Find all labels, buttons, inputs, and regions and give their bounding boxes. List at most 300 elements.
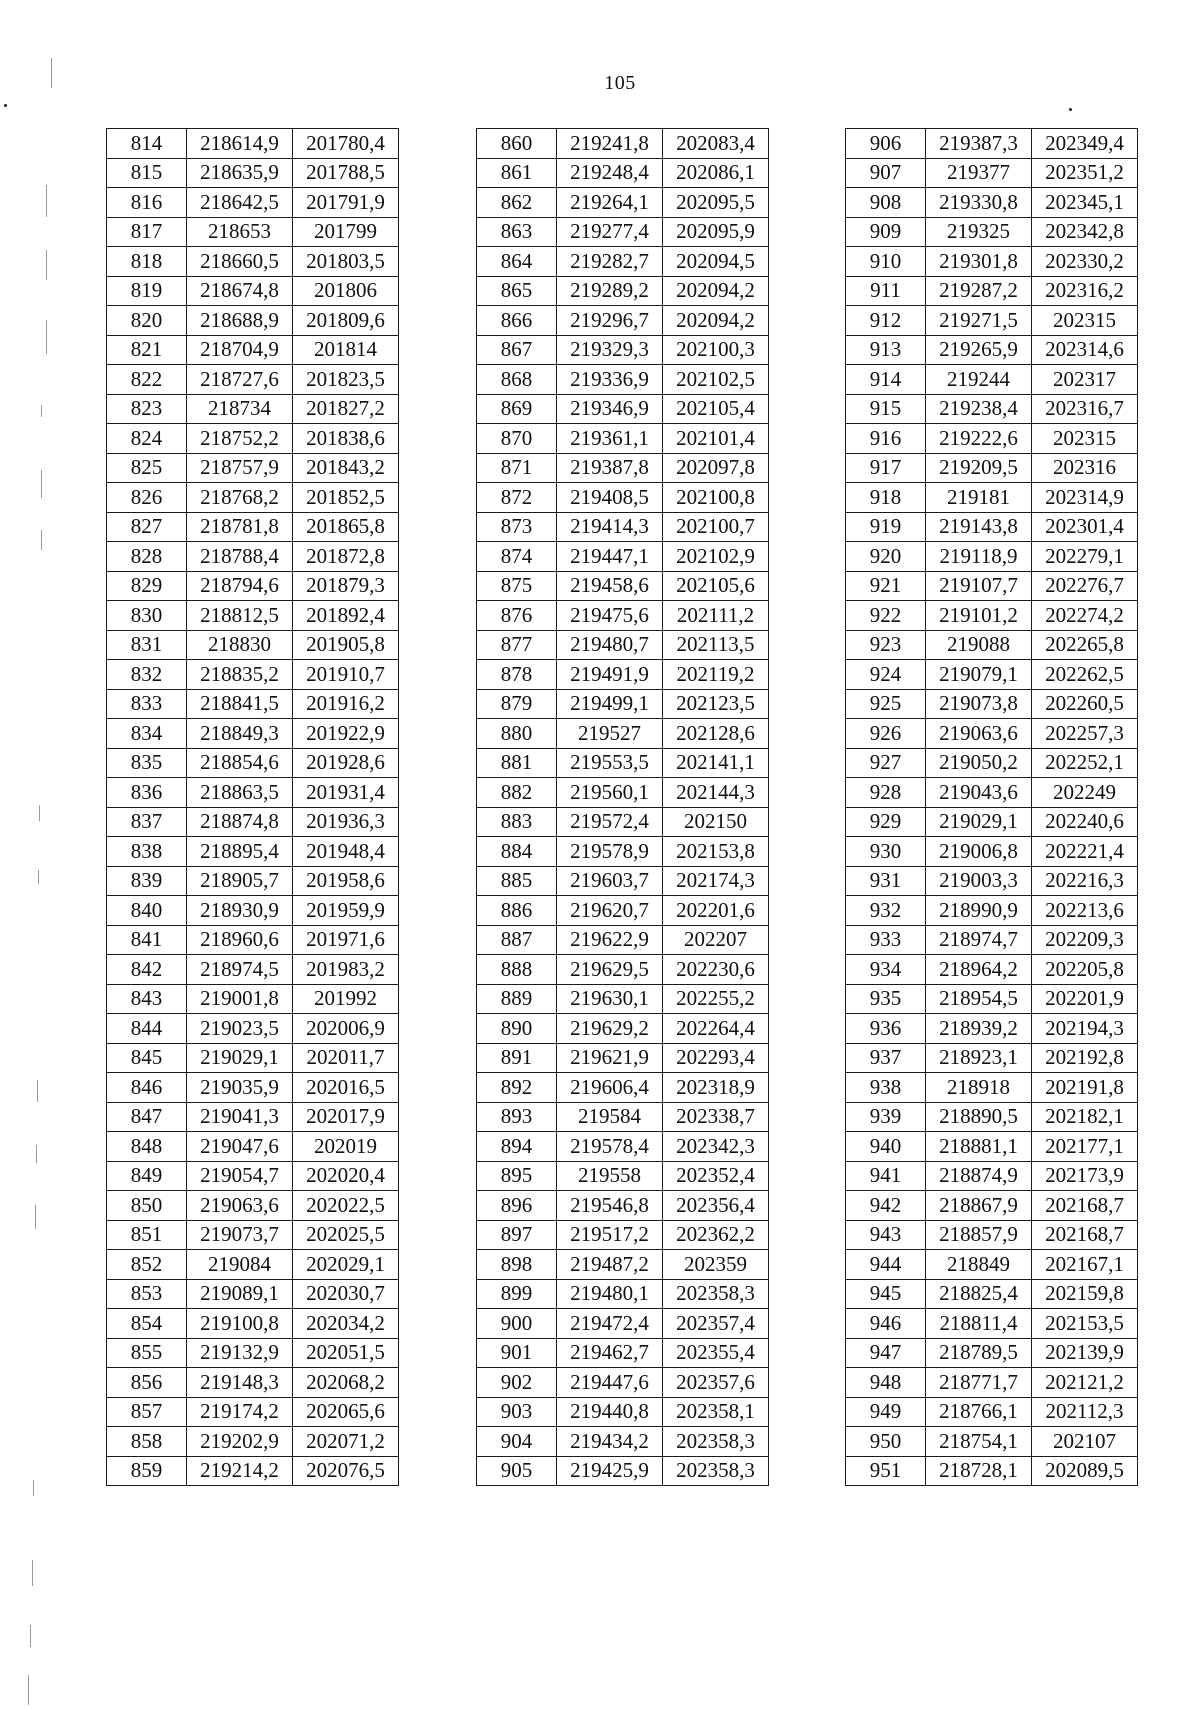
point-number-cell: 851	[107, 1220, 187, 1250]
x-coordinate-cell: 219387,8	[557, 453, 663, 483]
point-number-cell: 821	[107, 335, 187, 365]
table-row	[477, 984, 769, 1014]
x-coordinate-cell: 218768,2	[187, 483, 293, 513]
table-row	[107, 1427, 399, 1457]
x-coordinate-cell: 218811,4	[926, 1309, 1032, 1339]
y-coordinate-cell: 202153,5	[1032, 1309, 1138, 1339]
point-number-cell: 895	[477, 1161, 557, 1191]
table-row	[477, 1309, 769, 1339]
point-number-cell: 921	[846, 571, 926, 601]
point-number-cell: 870	[477, 424, 557, 454]
x-coordinate-cell: 218830	[187, 630, 293, 660]
table-row	[846, 896, 1138, 926]
x-coordinate-cell: 219447,6	[557, 1368, 663, 1398]
x-coordinate-cell: 219584	[557, 1102, 663, 1132]
x-coordinate-cell: 219425,9	[557, 1456, 663, 1486]
x-coordinate-cell: 218890,5	[926, 1102, 1032, 1132]
point-number-cell: 922	[846, 601, 926, 631]
x-coordinate-cell: 219100,8	[187, 1309, 293, 1339]
y-coordinate-cell: 202192,8	[1032, 1043, 1138, 1073]
table-row	[107, 1368, 399, 1398]
y-coordinate-cell: 201992	[293, 984, 399, 1014]
table-row	[107, 601, 399, 631]
table-row	[107, 1073, 399, 1103]
x-coordinate-cell: 219050,2	[926, 748, 1032, 778]
y-coordinate-cell: 202034,2	[293, 1309, 399, 1339]
x-coordinate-cell: 219606,4	[557, 1073, 663, 1103]
y-coordinate-cell: 201948,4	[293, 837, 399, 867]
table-row	[107, 247, 399, 277]
x-coordinate-cell: 219475,6	[557, 601, 663, 631]
point-number-cell: 938	[846, 1073, 926, 1103]
x-coordinate-cell: 218728,1	[926, 1456, 1032, 1486]
y-coordinate-cell: 202358,1	[663, 1397, 769, 1427]
x-coordinate-cell: 219029,1	[926, 807, 1032, 837]
y-coordinate-cell: 202274,2	[1032, 601, 1138, 631]
point-number-cell: 814	[107, 129, 187, 159]
x-coordinate-cell: 219006,8	[926, 837, 1032, 867]
point-number-cell: 936	[846, 1014, 926, 1044]
table-row	[107, 1102, 399, 1132]
point-number-cell: 845	[107, 1043, 187, 1073]
point-number-cell: 903	[477, 1397, 557, 1427]
y-coordinate-cell: 202030,7	[293, 1279, 399, 1309]
table-row	[477, 276, 769, 306]
y-coordinate-cell: 202194,3	[1032, 1014, 1138, 1044]
x-coordinate-cell: 219336,9	[557, 365, 663, 395]
point-number-cell: 902	[477, 1368, 557, 1398]
table-row	[477, 601, 769, 631]
y-coordinate-cell: 202213,6	[1032, 896, 1138, 926]
x-coordinate-cell: 218974,5	[187, 955, 293, 985]
scan-margin-mark	[35, 1205, 36, 1229]
table-row	[477, 719, 769, 749]
point-number-cell: 897	[477, 1220, 557, 1250]
x-coordinate-cell: 218781,8	[187, 512, 293, 542]
point-number-cell: 854	[107, 1309, 187, 1339]
y-coordinate-cell: 201827,2	[293, 394, 399, 424]
table-row	[107, 571, 399, 601]
y-coordinate-cell: 202105,4	[663, 394, 769, 424]
y-coordinate-cell: 202076,5	[293, 1456, 399, 1486]
table-row	[846, 1250, 1138, 1280]
x-coordinate-cell: 218635,9	[187, 158, 293, 188]
coordinates-table-2	[476, 128, 769, 1486]
y-coordinate-cell: 202260,5	[1032, 689, 1138, 719]
point-number-cell: 855	[107, 1338, 187, 1368]
y-coordinate-cell: 202095,9	[663, 217, 769, 247]
y-coordinate-cell: 202221,4	[1032, 837, 1138, 867]
y-coordinate-cell: 202141,1	[663, 748, 769, 778]
y-coordinate-cell: 202097,8	[663, 453, 769, 483]
table-row	[846, 188, 1138, 218]
x-coordinate-cell: 219244	[926, 365, 1032, 395]
y-coordinate-cell: 202094,2	[663, 306, 769, 336]
y-coordinate-cell: 202173,9	[1032, 1161, 1138, 1191]
point-number-cell: 912	[846, 306, 926, 336]
table-row	[477, 424, 769, 454]
y-coordinate-cell: 201879,3	[293, 571, 399, 601]
table-row	[846, 660, 1138, 690]
point-number-cell: 816	[107, 188, 187, 218]
table-row	[477, 689, 769, 719]
x-coordinate-cell: 218794,6	[187, 571, 293, 601]
point-number-cell: 838	[107, 837, 187, 867]
point-number-cell: 916	[846, 424, 926, 454]
table-row	[846, 1309, 1138, 1339]
y-coordinate-cell: 202279,1	[1032, 542, 1138, 572]
y-coordinate-cell: 202177,1	[1032, 1132, 1138, 1162]
point-number-cell: 929	[846, 807, 926, 837]
table-row	[846, 837, 1138, 867]
x-coordinate-cell: 219329,3	[557, 335, 663, 365]
x-coordinate-cell: 218849	[926, 1250, 1032, 1280]
y-coordinate-cell: 202249	[1032, 778, 1138, 808]
point-number-cell: 886	[477, 896, 557, 926]
point-number-cell: 817	[107, 217, 187, 247]
x-coordinate-cell: 219238,4	[926, 394, 1032, 424]
x-coordinate-cell: 219265,9	[926, 335, 1032, 365]
table-row	[846, 571, 1138, 601]
scan-margin-mark	[46, 250, 47, 280]
y-coordinate-cell: 202301,4	[1032, 512, 1138, 542]
y-coordinate-cell: 202357,4	[663, 1309, 769, 1339]
x-coordinate-cell: 218752,2	[187, 424, 293, 454]
point-number-cell: 863	[477, 217, 557, 247]
table-row	[107, 453, 399, 483]
y-coordinate-cell: 201910,7	[293, 660, 399, 690]
point-number-cell: 860	[477, 129, 557, 159]
x-coordinate-cell: 218825,4	[926, 1279, 1032, 1309]
x-coordinate-cell: 218674,8	[187, 276, 293, 306]
table-row	[477, 571, 769, 601]
y-coordinate-cell: 202071,2	[293, 1427, 399, 1457]
y-coordinate-cell: 202123,5	[663, 689, 769, 719]
x-coordinate-cell: 219001,8	[187, 984, 293, 1014]
y-coordinate-cell: 201936,3	[293, 807, 399, 837]
table-row	[846, 394, 1138, 424]
point-number-cell: 876	[477, 601, 557, 631]
y-coordinate-cell: 202102,5	[663, 365, 769, 395]
point-number-cell: 915	[846, 394, 926, 424]
x-coordinate-cell: 219558	[557, 1161, 663, 1191]
x-coordinate-cell: 218835,2	[187, 660, 293, 690]
y-coordinate-cell: 202119,2	[663, 660, 769, 690]
y-coordinate-cell: 201928,6	[293, 748, 399, 778]
point-number-cell: 835	[107, 748, 187, 778]
scan-margin-mark	[28, 1675, 29, 1705]
y-coordinate-cell: 202315	[1032, 306, 1138, 336]
table-row	[477, 188, 769, 218]
x-coordinate-cell: 219174,2	[187, 1397, 293, 1427]
y-coordinate-cell: 202338,7	[663, 1102, 769, 1132]
y-coordinate-cell: 202342,3	[663, 1132, 769, 1162]
point-number-cell: 947	[846, 1338, 926, 1368]
y-coordinate-cell: 202111,2	[663, 601, 769, 631]
y-coordinate-cell: 202349,4	[1032, 129, 1138, 159]
x-coordinate-cell: 219629,2	[557, 1014, 663, 1044]
table-row	[846, 925, 1138, 955]
table-row	[477, 748, 769, 778]
y-coordinate-cell: 202100,7	[663, 512, 769, 542]
page-number: 105	[604, 72, 636, 94]
table-row	[107, 778, 399, 808]
x-coordinate-cell: 219222,6	[926, 424, 1032, 454]
x-coordinate-cell: 219546,8	[557, 1191, 663, 1221]
y-coordinate-cell: 202351,2	[1032, 158, 1138, 188]
point-number-cell: 892	[477, 1073, 557, 1103]
point-number-cell: 880	[477, 719, 557, 749]
y-coordinate-cell: 202314,6	[1032, 335, 1138, 365]
y-coordinate-cell: 202168,7	[1032, 1191, 1138, 1221]
y-coordinate-cell: 202240,6	[1032, 807, 1138, 837]
point-number-cell: 883	[477, 807, 557, 837]
table-row	[846, 217, 1138, 247]
y-coordinate-cell: 201809,6	[293, 306, 399, 336]
point-number-cell: 885	[477, 866, 557, 896]
point-number-cell: 925	[846, 689, 926, 719]
table-row	[107, 660, 399, 690]
point-number-cell: 917	[846, 453, 926, 483]
x-coordinate-cell: 218653	[187, 217, 293, 247]
point-number-cell: 868	[477, 365, 557, 395]
x-coordinate-cell: 219491,9	[557, 660, 663, 690]
point-number-cell: 842	[107, 955, 187, 985]
y-coordinate-cell: 201780,4	[293, 129, 399, 159]
x-coordinate-cell: 219054,7	[187, 1161, 293, 1191]
y-coordinate-cell: 202262,5	[1032, 660, 1138, 690]
x-coordinate-cell: 219079,1	[926, 660, 1032, 690]
y-coordinate-cell: 202065,6	[293, 1397, 399, 1427]
x-coordinate-cell: 219084	[187, 1250, 293, 1280]
table-row	[107, 276, 399, 306]
point-number-cell: 827	[107, 512, 187, 542]
x-coordinate-cell: 219289,2	[557, 276, 663, 306]
table-row	[477, 837, 769, 867]
point-number-cell: 939	[846, 1102, 926, 1132]
table-row	[477, 1132, 769, 1162]
x-coordinate-cell: 218923,1	[926, 1043, 1032, 1073]
y-coordinate-cell: 201971,6	[293, 925, 399, 955]
table-row	[477, 306, 769, 336]
table-row	[846, 1191, 1138, 1221]
x-coordinate-cell: 218854,6	[187, 748, 293, 778]
y-coordinate-cell: 202153,8	[663, 837, 769, 867]
y-coordinate-cell: 202358,3	[663, 1456, 769, 1486]
point-number-cell: 878	[477, 660, 557, 690]
x-coordinate-cell: 219480,1	[557, 1279, 663, 1309]
point-number-cell: 923	[846, 630, 926, 660]
x-coordinate-cell: 219089,1	[187, 1279, 293, 1309]
point-number-cell: 866	[477, 306, 557, 336]
point-number-cell: 852	[107, 1250, 187, 1280]
table-row	[846, 1102, 1138, 1132]
point-number-cell: 924	[846, 660, 926, 690]
y-coordinate-cell: 202201,6	[663, 896, 769, 926]
point-number-cell: 874	[477, 542, 557, 572]
table-row	[107, 1397, 399, 1427]
table-row	[107, 630, 399, 660]
x-coordinate-cell: 219287,2	[926, 276, 1032, 306]
table-row	[846, 719, 1138, 749]
y-coordinate-cell: 202168,7	[1032, 1220, 1138, 1250]
table-row	[846, 1456, 1138, 1486]
y-coordinate-cell: 202086,1	[663, 158, 769, 188]
y-coordinate-cell: 202358,3	[663, 1427, 769, 1457]
table-row	[107, 217, 399, 247]
point-number-cell: 899	[477, 1279, 557, 1309]
table-row	[846, 1279, 1138, 1309]
x-coordinate-cell: 219361,1	[557, 424, 663, 454]
point-number-cell: 823	[107, 394, 187, 424]
y-coordinate-cell: 202011,7	[293, 1043, 399, 1073]
y-coordinate-cell: 202174,3	[663, 866, 769, 896]
x-coordinate-cell: 219499,1	[557, 689, 663, 719]
table-row	[107, 1191, 399, 1221]
table-row	[846, 129, 1138, 159]
table-row	[846, 276, 1138, 306]
y-coordinate-cell: 202357,6	[663, 1368, 769, 1398]
x-coordinate-cell: 219003,3	[926, 866, 1032, 896]
point-number-cell: 894	[477, 1132, 557, 1162]
y-coordinate-cell: 202128,6	[663, 719, 769, 749]
y-coordinate-cell: 202121,2	[1032, 1368, 1138, 1398]
y-coordinate-cell: 202022,5	[293, 1191, 399, 1221]
point-number-cell: 950	[846, 1427, 926, 1457]
point-number-cell: 913	[846, 335, 926, 365]
point-number-cell: 949	[846, 1397, 926, 1427]
table-row	[107, 748, 399, 778]
point-number-cell: 905	[477, 1456, 557, 1486]
table-row	[477, 335, 769, 365]
point-number-cell: 901	[477, 1338, 557, 1368]
y-coordinate-cell: 202315	[1032, 424, 1138, 454]
y-coordinate-cell: 202089,5	[1032, 1456, 1138, 1486]
scan-margin-mark	[37, 1080, 38, 1102]
y-coordinate-cell: 201799	[293, 217, 399, 247]
x-coordinate-cell: 218788,4	[187, 542, 293, 572]
y-coordinate-cell: 202316	[1032, 453, 1138, 483]
x-coordinate-cell: 218754,1	[926, 1427, 1032, 1457]
x-coordinate-cell: 219277,4	[557, 217, 663, 247]
scan-margin-mark	[38, 870, 39, 884]
x-coordinate-cell: 219148,3	[187, 1368, 293, 1398]
x-coordinate-cell: 219214,2	[187, 1456, 293, 1486]
x-coordinate-cell: 218939,2	[926, 1014, 1032, 1044]
y-coordinate-cell: 202105,6	[663, 571, 769, 601]
y-coordinate-cell: 202006,9	[293, 1014, 399, 1044]
y-coordinate-cell: 202293,4	[663, 1043, 769, 1073]
x-coordinate-cell: 219553,5	[557, 748, 663, 778]
table-row	[846, 335, 1138, 365]
x-coordinate-cell: 219629,5	[557, 955, 663, 985]
point-number-cell: 850	[107, 1191, 187, 1221]
point-number-cell: 887	[477, 925, 557, 955]
table-row	[107, 158, 399, 188]
table-row	[107, 512, 399, 542]
x-coordinate-cell: 219377	[926, 158, 1032, 188]
y-coordinate-cell: 202318,9	[663, 1073, 769, 1103]
y-coordinate-cell: 202252,1	[1032, 748, 1138, 778]
point-number-cell: 872	[477, 483, 557, 513]
table-row	[846, 1397, 1138, 1427]
table-row	[846, 689, 1138, 719]
point-number-cell: 858	[107, 1427, 187, 1457]
scan-margin-mark	[41, 530, 42, 550]
table-row	[846, 955, 1138, 985]
y-coordinate-cell: 202207	[663, 925, 769, 955]
point-number-cell: 891	[477, 1043, 557, 1073]
y-coordinate-cell: 202191,8	[1032, 1073, 1138, 1103]
y-coordinate-cell: 201983,2	[293, 955, 399, 985]
x-coordinate-cell: 219620,7	[557, 896, 663, 926]
table-row	[477, 955, 769, 985]
x-coordinate-cell: 218990,9	[926, 896, 1032, 926]
scan-margin-mark	[32, 1560, 33, 1586]
x-coordinate-cell: 219118,9	[926, 542, 1032, 572]
x-coordinate-cell: 219325	[926, 217, 1032, 247]
table-row	[107, 719, 399, 749]
table-row	[846, 1073, 1138, 1103]
table-row	[477, 542, 769, 572]
scan-margin-mark	[41, 470, 42, 498]
x-coordinate-cell: 219480,7	[557, 630, 663, 660]
x-coordinate-cell: 219029,1	[187, 1043, 293, 1073]
x-coordinate-cell: 219346,9	[557, 394, 663, 424]
y-coordinate-cell: 202025,5	[293, 1220, 399, 1250]
table-row	[846, 1368, 1138, 1398]
x-coordinate-cell: 219047,6	[187, 1132, 293, 1162]
point-number-cell: 914	[846, 365, 926, 395]
point-number-cell: 911	[846, 276, 926, 306]
point-number-cell: 815	[107, 158, 187, 188]
point-number-cell: 862	[477, 188, 557, 218]
point-number-cell: 934	[846, 955, 926, 985]
point-number-cell: 826	[107, 483, 187, 513]
x-coordinate-cell: 219181	[926, 483, 1032, 513]
table-row	[107, 129, 399, 159]
x-coordinate-cell: 219296,7	[557, 306, 663, 336]
table-row	[477, 660, 769, 690]
table-row	[846, 630, 1138, 660]
point-number-cell: 844	[107, 1014, 187, 1044]
x-coordinate-cell: 219487,2	[557, 1250, 663, 1280]
point-number-cell: 932	[846, 896, 926, 926]
point-number-cell: 910	[846, 247, 926, 277]
table-row	[107, 925, 399, 955]
table-row	[846, 601, 1138, 631]
x-coordinate-cell: 219517,2	[557, 1220, 663, 1250]
table-row	[477, 866, 769, 896]
table-row	[477, 1191, 769, 1221]
x-coordinate-cell: 219414,3	[557, 512, 663, 542]
y-coordinate-cell: 202019	[293, 1132, 399, 1162]
x-coordinate-cell: 218974,7	[926, 925, 1032, 955]
x-coordinate-cell: 219440,8	[557, 1397, 663, 1427]
point-number-cell: 839	[107, 866, 187, 896]
y-coordinate-cell: 202316,7	[1032, 394, 1138, 424]
y-coordinate-cell: 202051,5	[293, 1338, 399, 1368]
x-coordinate-cell: 219073,7	[187, 1220, 293, 1250]
table-row	[477, 1102, 769, 1132]
table-row	[846, 1220, 1138, 1250]
x-coordinate-cell: 219301,8	[926, 247, 1032, 277]
point-number-cell: 951	[846, 1456, 926, 1486]
x-coordinate-cell: 218881,1	[926, 1132, 1032, 1162]
y-coordinate-cell: 202094,5	[663, 247, 769, 277]
y-coordinate-cell: 202083,4	[663, 129, 769, 159]
table-row	[846, 1043, 1138, 1073]
